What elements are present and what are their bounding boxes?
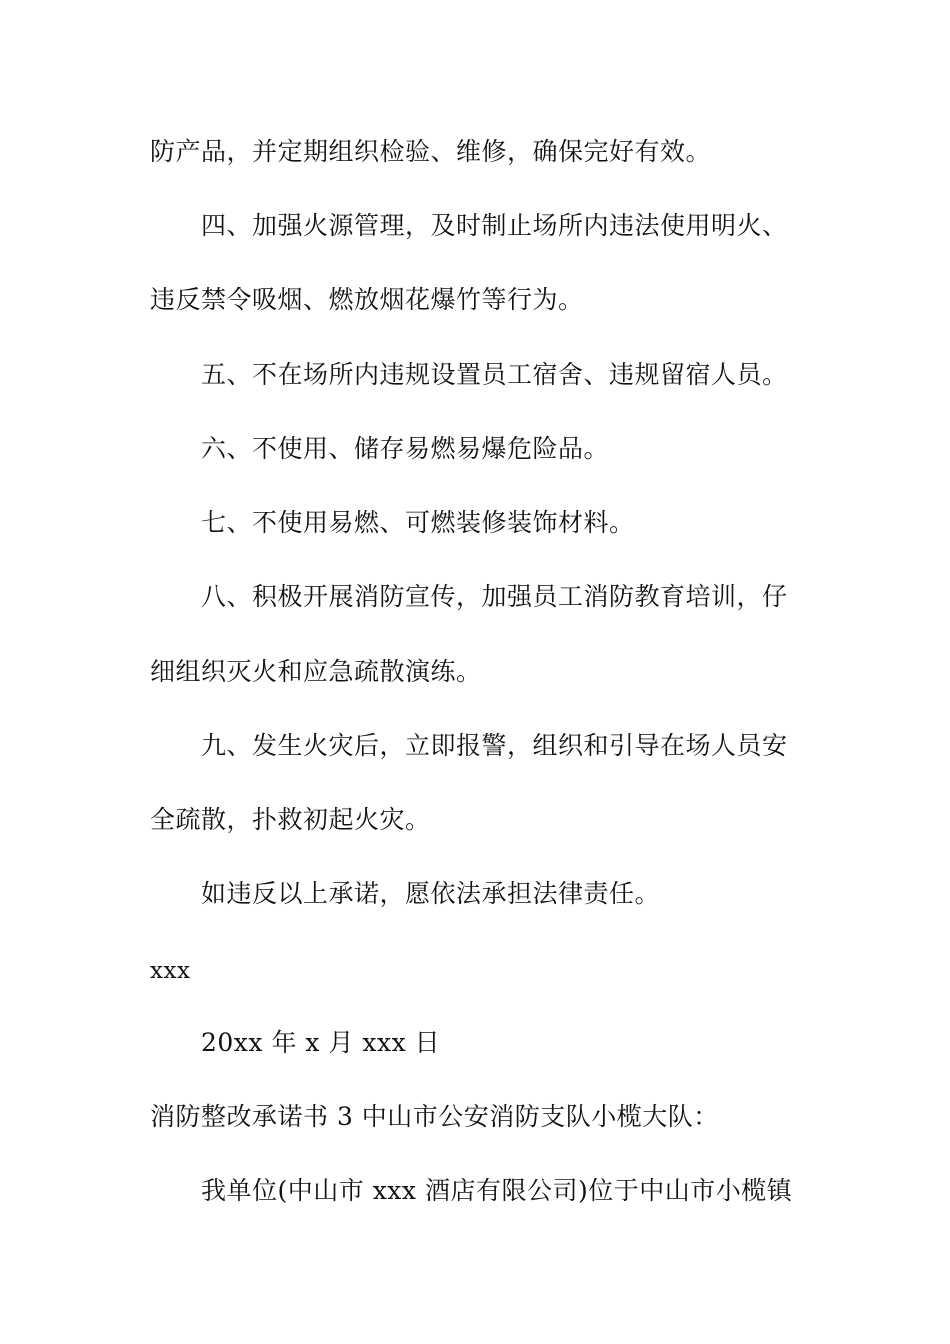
paragraph-line: 四、加强火源管理，及时制止场所内违法使用明火、 bbox=[201, 211, 788, 240]
paragraph-line: 如违反以上承诺，愿依法承担法律责任。 bbox=[201, 879, 661, 908]
signature-name: xxx bbox=[150, 958, 191, 984]
paragraph-line: 我单位(中山市 xxx 酒店有限公司)位于中山市小榄镇 bbox=[201, 1176, 793, 1205]
paragraph-line: 防产品，并定期组织检验、维修，确保完好有效。 bbox=[150, 137, 712, 166]
paragraph-line: 七、不使用易燃、可燃装修装饰材料。 bbox=[201, 508, 635, 537]
paragraph-line: 六、不使用、储存易燃易爆危险品。 bbox=[201, 434, 610, 463]
paragraph-line: 全疏散，扑救初起火灾。 bbox=[150, 805, 431, 834]
paragraph-line: 细组织灭火和应急疏散演练。 bbox=[150, 657, 482, 686]
signature-date: 20xx 年 x 月 xxx 日 bbox=[201, 1028, 441, 1057]
paragraph-line: 违反禁令吸烟、燃放烟花爆竹等行为。 bbox=[150, 285, 584, 314]
paragraph-line: 五、不在场所内违规设置员工宿舍、违规留宿人员。 bbox=[201, 360, 788, 389]
paragraph-line: 八、积极开展消防宣传，加强员工消防教育培训，仔 bbox=[201, 582, 788, 611]
paragraph-line: 九、发生火灾后，立即报警，组织和引导在场人员安 bbox=[201, 731, 788, 760]
section-title: 消防整改承诺书 3 中山市公安消防支队小榄大队： bbox=[150, 1102, 719, 1131]
